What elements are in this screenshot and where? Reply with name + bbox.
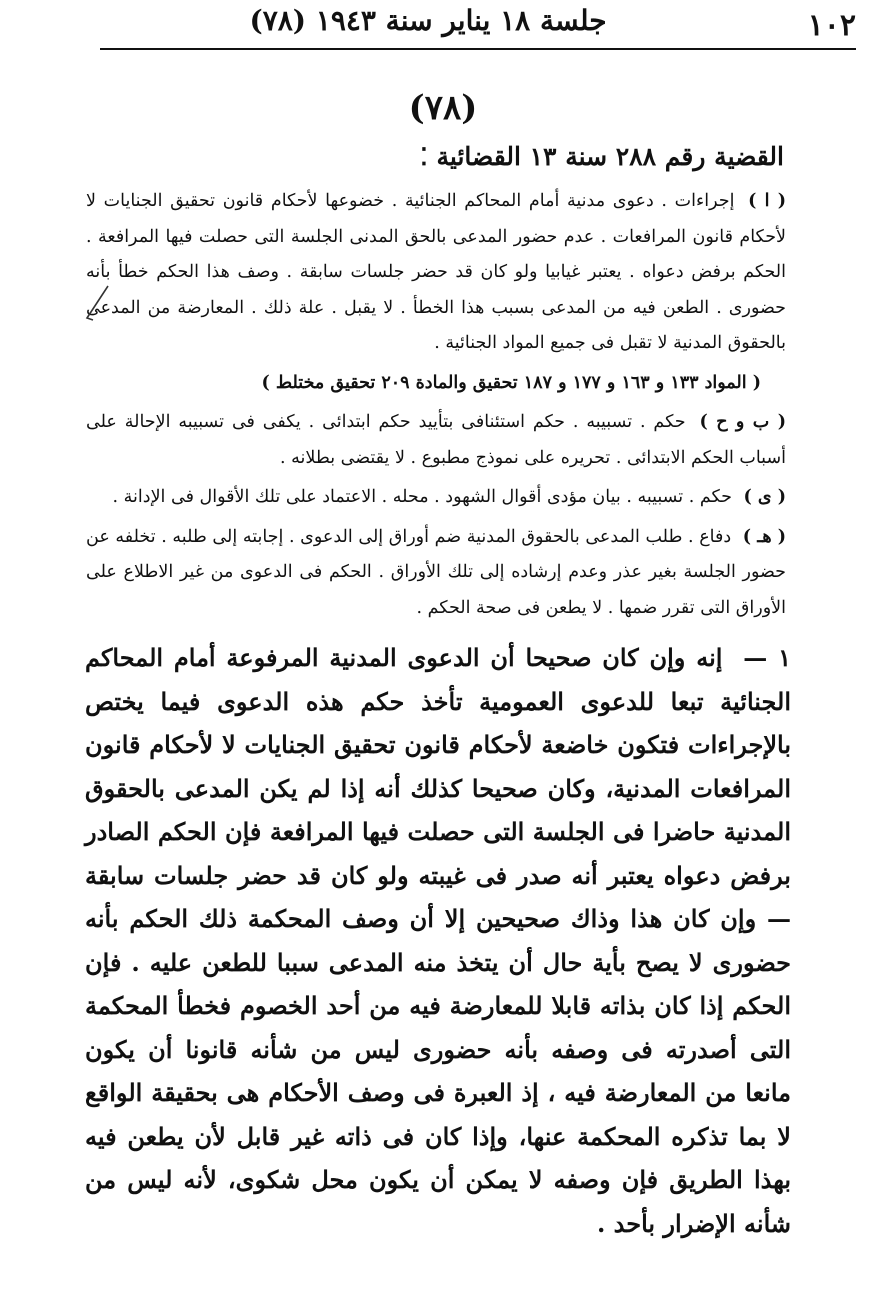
page-number: ١٠٢	[807, 8, 856, 43]
headnote-articles: ( المواد ١٣٣ و ١٦٣ و ١٧٧ و ١٨٧ تحقيق والمادة ٢٠٩ تحقيق مختلط )	[261, 372, 761, 393]
headnote-text: حكم . تسبيبه . بيان مؤدى أقوال الشهود . محله . الاعتماد على تلك الأقوال فى الإدانة .	[112, 487, 732, 507]
headnote-text: حكم . تسبيبه . حكم استئنافى بتأييد حكم ابتدائى . يكفى فى تسبيبه الإحالة على أسباب الحكم الابتدائى . تحريره على نموذج مطبوع . لا يقتضى بطلانه .	[86, 412, 786, 468]
body-paragraph-text: إنه وإن كان صحيحا أن الدعوى المدنية المرفوعة أمام المحاكم الجنائية تبعا للدعوى العمومية تأخذ حكم هذه الدعوى فيما يختص بالإجراءات فتكون خاضعة لأحكام قانون تحقيق الجنايات لا لأحكام قانون المرافعات المدنية، وكان صحيحا كذلك أنه إذا لم يكن المدعى بالحقوق المدنية حاضرا فى الجلسة التى حصلت فيها المرافعة فإن الحكم الصادر برفض دعواه يعتبر أنه صدر فى غيبته ولو كان قد حضر جلسات سابقة — وإن كان هذا وذاك صحيحين إلا أن وصف المحكمة ذلك الحكم بأنه حضورى لا يصح بأية حال أن يتخذ منه المدعى سببا للطعن عليه . فإن الحكم إذا كان بذاته قابلا للمعارضة فيه من أحد الخصوم فخطأ المحكمة التى أصدرته فى وصفه بأنه حضورى ليس من شأنه قانونا أن يكون مانعا من المعارضة فيه ، إذ العبرة فى وصف الأحكام هى بحقيقة الواقع لا بما تذكره المحكمة عنها، وإذا كان فى ذاته غير قابل لأن يطعن فيه بهذا الطريق فإن وصفه لا يمكن أن يكون محل شكوى، لأنه ليس من شأنه الإضرار بأحد .	[85, 643, 791, 1238]
body-paragraph	[85, 636, 791, 1245]
headnote-label: ( ا )	[748, 191, 786, 211]
judgment-body	[85, 636, 791, 1245]
case-number: (٧٨)	[408, 88, 478, 128]
running-head	[100, 0, 856, 48]
headnote-label: ( ى )	[743, 487, 786, 507]
headnote-text: إجراءات . دعوى مدنية أمام المحاكم الجنائية . خضوعها لأحكام قانون تحقيق الجنايات لا لأحكام قانون المرافعات . عدم حضور المدعى بالحق المدنى الجلسة التى حصلت فيها المرافعة . الحكم برفض دعواه . يعتبر غيابيا ولو كان قد حضر جلسات سابقة . وصف هذا الحكم خطأ بأنه حضورى . الطعن فيه من المدعى بسبب هذا الخطأ . لا يقبل . علة ذلك . المعارضة من المدعى بالحقوق المدنية لا تقبل فى جميع المواد الجنائية .	[86, 191, 786, 353]
headnote-b	[86, 405, 786, 476]
headnote-label: ( ب و ح )	[699, 412, 786, 432]
case-title: القضية رقم ٢٨٨ سنة ١٣ القضائية	[436, 142, 784, 171]
headnote-e	[86, 520, 786, 627]
running-title: جلسة ١٨ يناير سنة ١٩٤٣ (٧٨)	[249, 4, 607, 37]
case-title-line	[412, 142, 784, 171]
headnote-d	[86, 480, 786, 516]
header-rule	[100, 48, 856, 50]
headnote-text: دفاع . طلب المدعى بالحقوق المدنية ضم أوراق إلى الدعوى . إجابته إلى طلبه . تخلفه عن حضور الجلسة بغير عذر وعدم إرشاده إلى تلك الأوراق . الحكم فى الدعوى من غير الاطلاع على الأوراق التى تقرر ضمها . لا يطعن فى صحة الحكم .	[86, 526, 786, 618]
paragraph-number: ١ —	[743, 643, 792, 672]
headnote-a	[86, 184, 786, 362]
headnote-label: ( هـ )	[742, 526, 786, 547]
margin-check-mark-icon	[84, 284, 110, 324]
headnotes	[86, 184, 786, 630]
case-title-mark: ⁚	[420, 142, 428, 171]
